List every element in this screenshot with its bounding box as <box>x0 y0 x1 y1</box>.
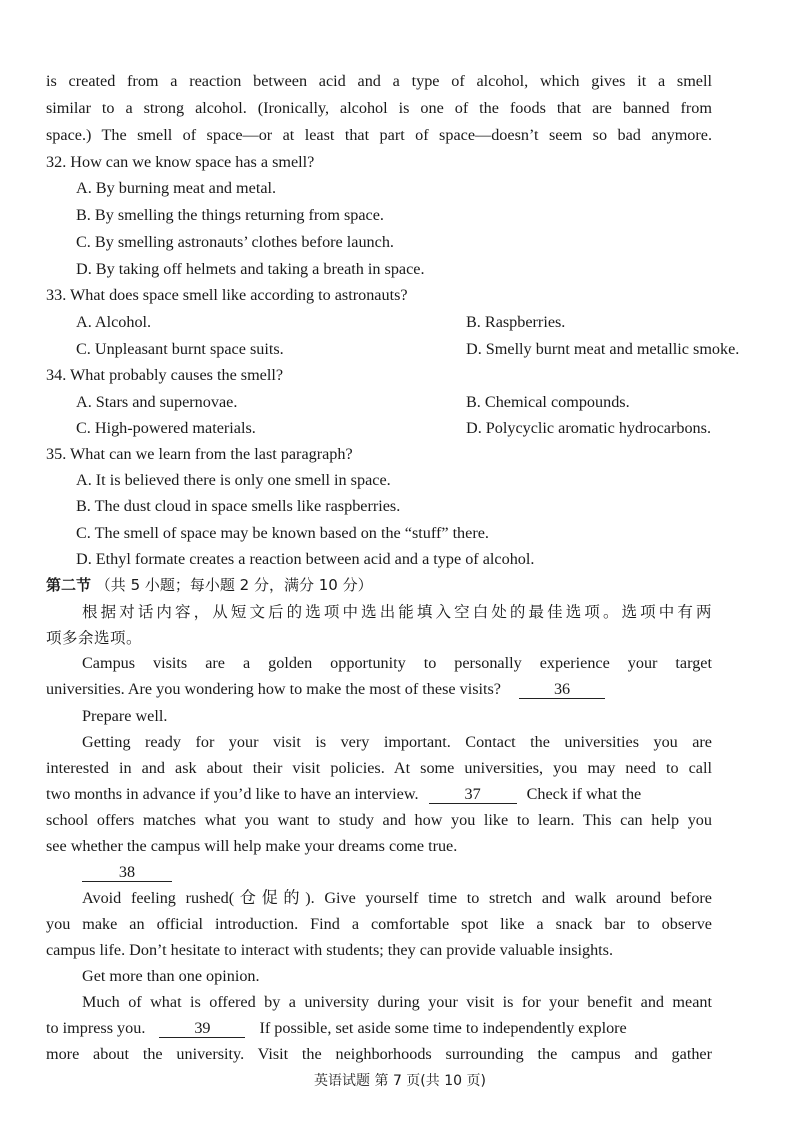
section-2-scoring: （共 5 小题；每小题 2 分，满分 10 分） <box>95 576 373 594</box>
section-2-header <box>46 574 712 596</box>
question-34-stem: 34. What probably causes the smell? <box>46 366 284 384</box>
passage2-paragraph-line: more about the university. Visit the neighborhoods surrounding the campus and gather <box>46 1045 712 1063</box>
question-33-row-2 <box>76 338 740 360</box>
question-32-option-d: D. By taking off helmets and taking a breath in space. <box>76 260 425 278</box>
passage-text-line: similar to a strong alcohol. (Ironically, alcohol is one of the foods that are banned from <box>46 99 712 117</box>
blank-37[interactable]: 37 <box>429 785 517 804</box>
passage2-paragraph-line <box>46 678 712 700</box>
question-34-row-1 <box>76 391 712 413</box>
passage2-paragraph-line <box>46 783 712 805</box>
passage2-text: two months in advance if you’d like to have an interview. <box>46 785 419 803</box>
passage2-paragraph-line: Much of what is offered by a university during your visit is for your benefit and meant <box>82 993 712 1011</box>
question-33-option-c: C. Unpleasant burnt space suits. <box>76 340 284 358</box>
question-32-stem: 32. How can we know space has a smell? <box>46 153 315 171</box>
passage2-paragraph-line: Avoid feeling rushed(仓促的). Give yourself time to stretch and walk around before <box>82 889 712 907</box>
passage-text-line: is created from a reaction between acid and a type of alcohol, which gives it a smell <box>46 72 712 90</box>
question-32-option-b: B. By smelling the things returning from space. <box>76 206 384 224</box>
question-35-option-c: C. The smell of space may be known based on the “stuff” there. <box>76 524 489 542</box>
section-2-title: 第二节 <box>46 576 92 594</box>
question-34-option-c: C. High-powered materials. <box>76 419 256 437</box>
passage2-heading-opinion: Get more than one opinion. <box>82 967 260 985</box>
passage2-text: Check if what the <box>526 785 642 803</box>
question-35-option-a: A. It is believed there is only one smell in space. <box>76 471 391 489</box>
passage2-text: universities. Are you wondering how to make the most of these visits? <box>46 680 501 698</box>
question-34-option-d: D. Polycyclic aromatic hydrocarbons. <box>466 419 711 437</box>
question-35-option-d: D. Ethyl formate creates a reaction between acid and a type of alcohol. <box>76 550 535 568</box>
question-34-option-b: B. Chemical compounds. <box>466 393 630 411</box>
question-33-option-a: A. Alcohol. <box>76 313 152 331</box>
question-32-option-a: A. By burning meat and metal. <box>76 179 277 197</box>
question-34-option-a: A. Stars and supernovae. <box>76 393 238 411</box>
question-35-stem: 35. What can we learn from the last paragraph? <box>46 445 353 463</box>
passage2-text: If possible, set aside some time to independently explore <box>259 1019 627 1037</box>
question-33-option-d: D. Smelly burnt meat and metallic smoke. <box>466 340 740 358</box>
question-32-option-c: C. By smelling astronauts’ clothes before launch. <box>76 233 394 251</box>
passage2-paragraph-line: see whether the campus will help make your dreams come true. <box>46 837 458 855</box>
question-33-row-1 <box>76 311 712 333</box>
blank-39[interactable]: 39 <box>159 1019 245 1038</box>
passage2-paragraph-line: school offers matches what you want to study and how you like to learn. This can help you <box>46 811 712 829</box>
passage2-paragraph-line: you make an official introduction. Find a comfortable spot like a snack bar to observe <box>46 915 712 933</box>
question-33-stem: 33. What does space smell like according to astronauts? <box>46 286 408 304</box>
passage2-text: to impress you. <box>46 1019 146 1037</box>
question-35-option-b: B. The dust cloud in space smells like raspberries. <box>76 497 401 515</box>
passage2-paragraph-line: Campus visits are a golden opportunity to personally experience your target <box>82 654 712 672</box>
passage-text-line: space.) The smell of space—or at least that part of space—doesn’t seem so bad anymore. <box>46 126 712 144</box>
question-34-row-2 <box>76 417 712 439</box>
passage2-paragraph-line: campus life. Don’t hesitate to interact with students; they can provide valuable insights. <box>46 941 614 959</box>
passage2-paragraph-line: Getting ready for your visit is very important. Contact the universities you are <box>82 733 712 751</box>
passage2-paragraph-line: interested in and ask about their visit policies. At some universities, you may need to call <box>46 759 712 777</box>
passage2-heading-prepare: Prepare well. <box>82 707 168 725</box>
section-2-instructions-cont: 项多余选项。 <box>46 629 143 647</box>
passage2-paragraph-line <box>46 1017 712 1039</box>
blank-36[interactable]: 36 <box>519 680 605 699</box>
blank-38-line <box>82 861 712 883</box>
page-footer: 英语试题 第 7 页(共 10 页) <box>314 1073 486 1089</box>
section-2-instructions: 根据对话内容，从短文后的选项中选出能填入空白处的最佳选项。选项中有两 <box>82 603 712 621</box>
blank-38[interactable]: 38 <box>82 863 172 882</box>
question-33-option-b: B. Raspberries. <box>466 313 566 331</box>
